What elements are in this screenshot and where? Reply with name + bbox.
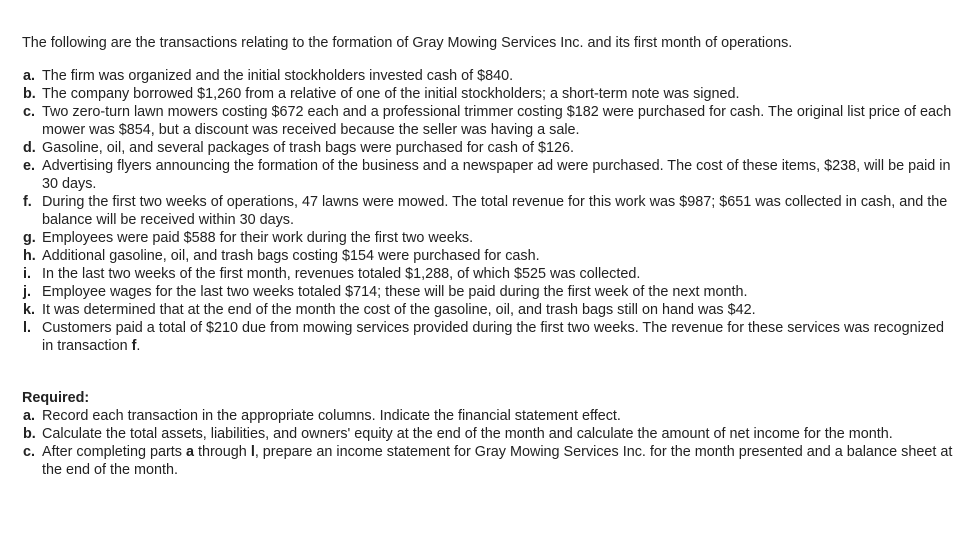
item-letter: b. (23, 86, 36, 102)
item-text-post: , prepare an income statement for Gray Mowing Services Inc. for the month presented and a balance sheet at the end of the month. (42, 444, 953, 478)
transaction-item-h (22, 247, 956, 265)
item-text: Employee wages for the last two weeks totaled $714; these will be paid during the first week of the next month. (42, 284, 748, 300)
item-letter: d. (23, 140, 36, 156)
transaction-item-f (22, 193, 956, 229)
item-text: Two zero-turn lawn mowers costing $672 each and a professional trimmer costing $182 were purchased for cash. The original list price of each mower was $854, but a discount was received because the seller was having a sale. (42, 104, 952, 138)
item-letter: a. (23, 408, 36, 424)
item-letter: c. (23, 444, 36, 460)
part-reference-start: a (185, 444, 194, 460)
required-item-b (22, 425, 956, 443)
transaction-item-d (22, 139, 956, 157)
transaction-item-b (22, 85, 956, 103)
item-text: The company borrowed $1,260 from a relative of one of the initial stockholders; a short-term note was signed. (42, 86, 740, 102)
item-text: Record each transaction in the appropriate columns. Indicate the financial statement effect. (42, 408, 621, 424)
item-letter: j. (23, 284, 31, 300)
transaction-item-k (22, 301, 956, 319)
transaction-item-g (22, 229, 956, 247)
item-text: Customers paid a total of $210 due from mowing services provided during the first two weeks. The revenue for these services was recognized in transaction (42, 320, 944, 354)
item-letter: b. (23, 426, 36, 442)
part-reference-end: l (250, 444, 255, 460)
intro-paragraph: The following are the transactions relating to the formation of Gray Mowing Services Inc. and its first month of operations. (22, 35, 793, 51)
transaction-item-a (22, 67, 956, 85)
item-letter: h. (23, 248, 36, 264)
required-item-a (22, 407, 956, 425)
item-text: The firm was organized and the initial stockholders invested cash of $840. (42, 68, 514, 84)
item-text: Additional gasoline, oil, and trash bags costing $154 were purchased for cash. (42, 248, 540, 264)
required-item-c (22, 443, 956, 479)
required-heading: Required: (22, 390, 90, 406)
required-list (22, 407, 956, 479)
transaction-list (22, 67, 956, 355)
transaction-item-c (22, 103, 956, 139)
item-text: In the last two weeks of the first month, revenues totaled $1,288, of which $525 was collected. (42, 266, 641, 282)
item-letter: c. (23, 104, 36, 120)
transaction-item-i (22, 265, 956, 283)
transaction-reference: f (131, 338, 137, 354)
item-text: During the first two weeks of operations, 47 lawns were mowed. The total revenue for this work was $987; $651 was collected in cash, and the balance will be received within 30 days. (42, 194, 948, 228)
item-text: Advertising flyers announcing the formation of the business and a newspaper ad were purchased. The cost of these items, $238, will be paid in 30 days. (42, 158, 951, 192)
item-text: It was determined that at the end of the month the cost of the gasoline, oil, and trash bags still on hand was $42. (42, 302, 756, 318)
item-text: Employees were paid $588 for their work during the first two weeks. (42, 230, 474, 246)
item-letter: i. (23, 266, 31, 282)
item-text-mid: through (198, 444, 247, 460)
item-letter: e. (23, 158, 36, 174)
item-letter: k. (23, 302, 36, 318)
item-letter: g. (23, 230, 36, 246)
item-text-pre: After completing parts (42, 444, 182, 460)
transaction-item-l (22, 319, 956, 355)
item-text-tail: . (136, 338, 141, 354)
item-letter: f. (23, 194, 32, 210)
transaction-item-e (22, 157, 956, 193)
item-text: Gasoline, oil, and several packages of trash bags were purchased for cash of $126. (42, 140, 574, 156)
item-letter: a. (23, 68, 36, 84)
item-text: Calculate the total assets, liabilities, and owners' equity at the end of the month and calculate the amount of net income for the month. (42, 426, 893, 442)
transaction-item-j (22, 283, 956, 301)
item-letter: l. (23, 320, 31, 336)
